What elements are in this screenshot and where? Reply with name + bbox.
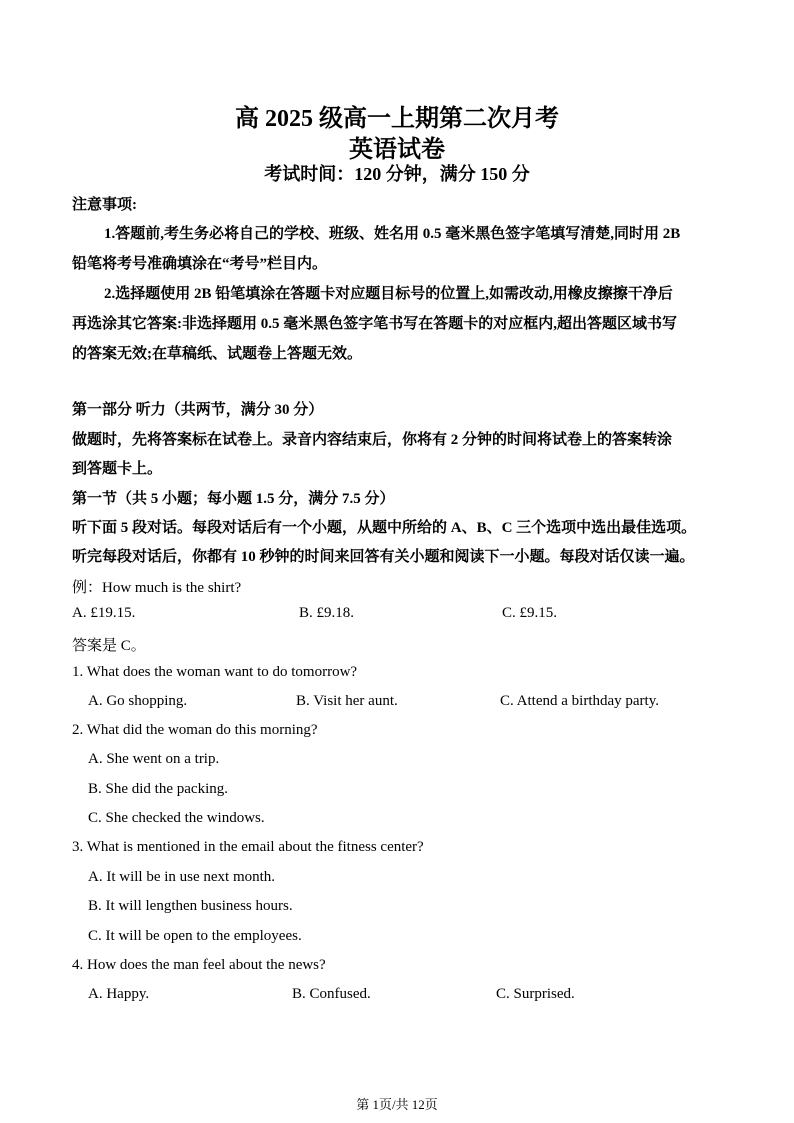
note-2-line-2: 再选涂其它答案:非选择题用 0.5 毫米黑色签字笔书写在答题卡的对应框内,超出答题区域书写 [72, 316, 677, 332]
question-4-option-c: C. Surprised. [496, 986, 575, 1002]
exam-title: 高 2025 级高一上期第二次月考 [235, 106, 559, 132]
example-option-b: B. £9.18. [299, 605, 355, 621]
question-1-stem: 1. What does the woman want to do tomorrow? [72, 664, 358, 680]
page-number: 第 1页/共 12页 [356, 1097, 438, 1112]
question-1-option-c: C. Attend a birthday party. [500, 693, 659, 709]
note-2-line-3: 的答案无效;在草稿纸、试题卷上答题无效。 [72, 346, 362, 362]
section1-instruction-line-2: 听完每段对话后，你都有 10 秒钟的时间来回答有关小题和阅读下一小题。每段对话仅读一遍。 [72, 549, 695, 565]
question-4-option-a: A. Happy. [88, 986, 150, 1002]
part1-instruction-line-2: 到答题卡上。 [72, 461, 163, 477]
question-2-option-c: C. She checked the windows. [88, 810, 265, 826]
question-3-stem: 3. What is mentioned in the email about the fitness center? [72, 839, 424, 855]
section1-heading: 第一节（共 5 小题；每小题 1.5 分，满分 7.5 分） [72, 491, 395, 507]
exam-info: 考试时间：120 分钟，满分 150 分 [264, 164, 530, 184]
question-4-stem: 4. How does the man feel about the news? [72, 957, 326, 973]
question-2-option-b: B. She did the packing. [88, 781, 228, 797]
example-option-a: A. £19.15. [72, 605, 136, 621]
example-answer: 答案是 C。 [72, 638, 146, 654]
question-3-option-a: A. It will be in use next month. [88, 869, 276, 885]
question-1-option-a: A. Go shopping. [88, 693, 188, 709]
part1-instruction-line-1: 做题时，先将答案标在试卷上。录音内容结束后，你将有 2 分钟的时间将试卷上的答案转涂 [72, 432, 673, 448]
section1-instruction-line-1: 听下面 5 段对话。每段对话后有一个小题，从题中所给的 A、B、C 三个选项中选出最佳选项。 [72, 520, 697, 536]
question-1-option-b: B. Visit her aunt. [296, 693, 398, 709]
exam-subject: 英语试卷 [349, 137, 445, 163]
note-1-line-2: 铅笔将考号准确填涂在“考号”栏目内。 [72, 256, 328, 272]
note-2-line-1: 2.选择题使用 2B 铅笔填涂在答题卡对应题目标号的位置上,如需改动,用橡皮擦擦干净后 [104, 286, 673, 302]
question-4-option-b: B. Confused. [292, 986, 371, 1002]
question-3-option-b: B. It will lengthen business hours. [88, 898, 293, 914]
question-3-option-c: C. It will be open to the employees. [88, 928, 302, 944]
part1-heading: 第一部分 听力（共两节，满分 30 分） [72, 402, 324, 418]
note-1-line-1: 1.答题前,考生务必将自己的学校、班级、姓名用 0.5 毫米黑色签字笔填写清楚,同时用 2B [104, 226, 681, 242]
example-option-c: C. £9.15. [502, 605, 558, 621]
question-2-option-a: A. She went on a trip. [88, 751, 220, 767]
question-2-stem: 2. What did the woman do this morning? [72, 722, 318, 738]
example-question: 例：How much is the shirt? [72, 580, 242, 596]
notes-heading: 注意事项: [72, 197, 137, 213]
